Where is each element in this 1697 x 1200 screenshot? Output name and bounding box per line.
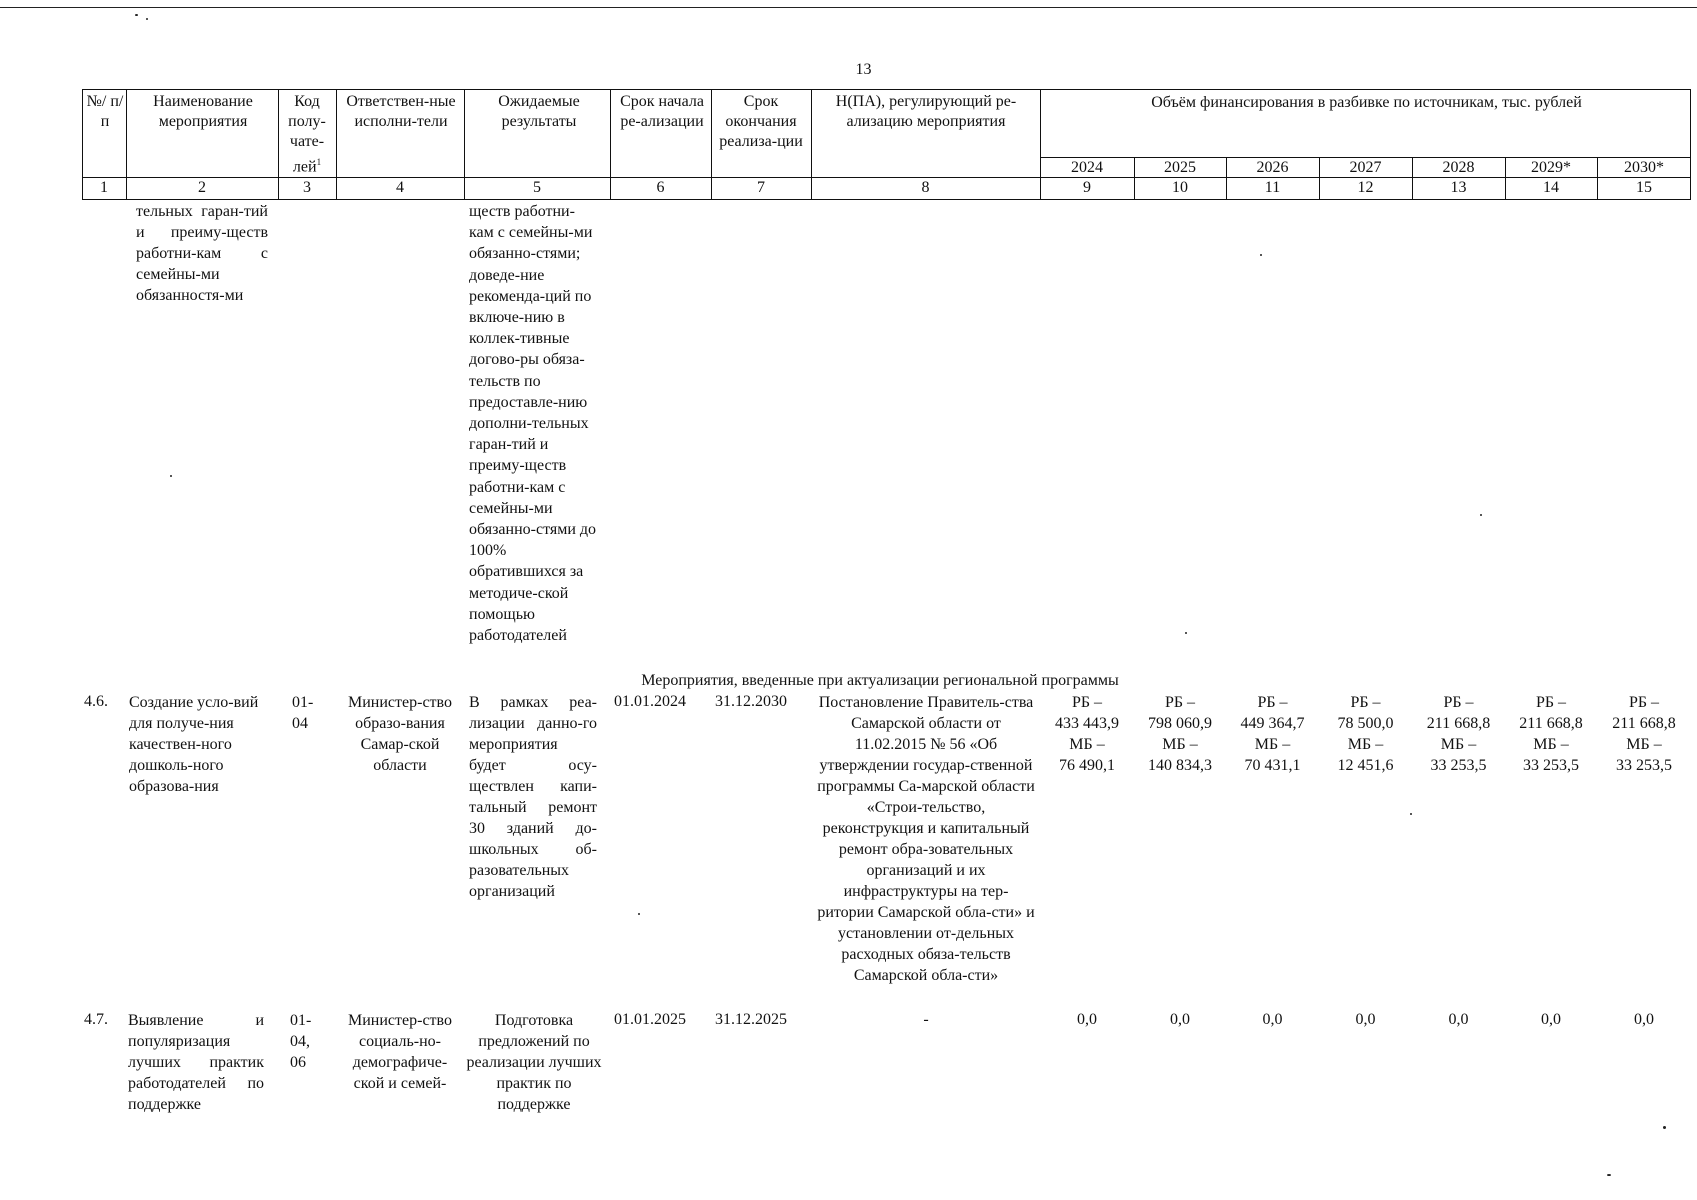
row-4-6-fin-2030: РБ – 211 668,8 МБ – 33 253,5 — [1612, 694, 1676, 774]
row-4-7-name: Выявление и популяризация лучших практик работодателей по поддержке — [128, 1012, 264, 1113]
scan-speck — [1185, 632, 1187, 634]
row-4-7-fin-2025: 0,0 — [1170, 1011, 1190, 1028]
scan-speck — [1260, 254, 1262, 256]
section-title: Мероприятия, введенные при актуализации региональной программы — [641, 672, 1119, 689]
scan-speck — [1607, 1174, 1611, 1176]
year-2030: 2030* — [1624, 159, 1664, 176]
row-4-7-results: Подготовка предложений по реализации лучших практик по поддержке — [466, 1012, 602, 1113]
year-2026: 2026 — [1256, 159, 1289, 176]
row-4-6-npa: Постановление Правитель-ства Самарской области от 11.02.2015 № 56 «Об утверждении государ-ственной программы Са-марской области «Строи-тельство, реконструкция и капитальный ремонт обра-зовательных организаций и их инфраструктуры на тер-ритории Самарской обла-сти» и установлении от-дельных расходных обяза-тельств Самарской обла-сти» — [817, 694, 1035, 984]
row-4-6-results: В рамках реа-лизации данно-го мероприятия будет осу-ществлен капи-тальный ремонт 30 зданий до-школьных об-разовательных организаций — [469, 694, 597, 900]
row-4-7-fin-2026: 0,0 — [1262, 1011, 1283, 1028]
row-4-6-start: 01.01.2024 — [614, 693, 686, 710]
scan-speck — [1480, 514, 1482, 516]
colnum-3: 3 — [303, 179, 311, 196]
year-2027: 2027 — [1349, 159, 1382, 176]
row-4-6-fin-2025: РБ – 798 060,9 МБ – 140 834,3 — [1148, 694, 1212, 774]
row-4-7-code: 01- 04, 06 — [290, 1012, 312, 1071]
colnum-9: 9 — [1083, 179, 1091, 196]
scan-speck — [1410, 813, 1412, 815]
row-4-7-npa: - — [923, 1011, 929, 1028]
colnum-12: 12 — [1357, 179, 1374, 196]
year-2028: 2028 — [1442, 159, 1475, 176]
row-4-6-name: Создание усло-вий для получе-ния качествен-ного дошколь-ного образова-ния — [129, 694, 259, 795]
row-4-6-code: 01- 04 — [292, 694, 314, 732]
year-2029: 2029* — [1531, 159, 1571, 176]
header-col-start: Срок начала ре-ализации — [620, 93, 704, 130]
scan-speck — [135, 14, 138, 16]
row-4-6-fin-2024: РБ – 433 443,9 МБ – 76 490,1 — [1055, 694, 1119, 774]
continuation-results: ществ работни-кам с семейны-ми обязанно-стями; доведе-ние рекоменда-ций по включе-нию в коллек-тивные догово-ры обяза-тельств по предоставле-нию дополни-тельных гаран-тий и преиму-ществ работни-кам с семейны-ми обязанно-стями до 100% обратившихся за методиче-ской помощью работодателей — [469, 203, 597, 645]
header-col-executors: Ответствен-ные исполни-тели — [346, 93, 456, 130]
scan-speck — [638, 913, 640, 915]
colnum-8: 8 — [921, 179, 930, 196]
row-4-7-fin-2028: 0,0 — [1448, 1011, 1469, 1028]
header-col-name: Наименование мероприятия — [153, 93, 253, 130]
header-col-results: Ожидаемые результаты — [498, 93, 580, 130]
colnum-1: 1 — [100, 179, 108, 196]
scan-speck — [146, 18, 148, 20]
colnum-2: 2 — [198, 179, 206, 196]
year-2024: 2024 — [1071, 159, 1103, 176]
colnum-15: 15 — [1636, 179, 1652, 196]
colnum-6: 6 — [656, 179, 665, 196]
row-4-7-start: 01.01.2025 — [614, 1011, 686, 1028]
row-4-6-fin-2029: РБ – 211 668,8 МБ – 33 253,5 — [1519, 694, 1583, 774]
scan-speck — [1663, 1126, 1666, 1129]
colnum-11: 11 — [1264, 179, 1281, 196]
colnum-14: 14 — [1543, 179, 1559, 196]
row-4-6-executor: Министер-ство образо-вания Самар-ской области — [348, 694, 452, 774]
colnum-7: 7 — [757, 179, 765, 196]
year-2025: 2025 — [1164, 159, 1196, 176]
colnum-13: 13 — [1450, 179, 1467, 196]
row-4-7-fin-2027: 0,0 — [1355, 1011, 1376, 1028]
header-col-npa: Н(ПА), регулирующий ре-ализацию мероприятия — [835, 93, 1017, 130]
colnum-5: 5 — [533, 179, 541, 196]
continuation-name: тельных гаран-тий и преиму-ществ работни-кам с семейны-ми обязанностя-ми — [136, 203, 268, 304]
row-4-7-executor: Министер-ство социаль-но-демографиче-ской и семей- — [348, 1012, 452, 1092]
row-4-7-end: 31.12.2025 — [715, 1011, 787, 1028]
page-number: 13 — [855, 61, 872, 78]
colnum-10: 10 — [1172, 179, 1188, 196]
row-4-7-fin-2029: 0,0 — [1541, 1011, 1561, 1028]
header-financing: Объём финансирования в разбивке по источникам, тыс. рублей — [1151, 94, 1582, 111]
header-col-number: №/ п/п — [86, 93, 124, 130]
row-4-6-fin-2027: РБ – 78 500,0 МБ – 12 451,6 — [1337, 694, 1394, 774]
row-4-6-number: 4.6. — [84, 693, 108, 710]
scan-speck — [170, 475, 172, 477]
row-4-7-number: 4.7. — [84, 1011, 108, 1028]
row-4-7-fin-2030: 0,0 — [1634, 1011, 1654, 1028]
row-4-6-fin-2026: РБ – 449 364,7 МБ – 70 431,1 — [1240, 694, 1305, 774]
row-4-6-end: 31.12.2030 — [715, 693, 787, 710]
top-rule — [0, 7, 1697, 8]
row-4-6-fin-2028: РБ – 211 668,8 МБ – 33 253,5 — [1426, 694, 1491, 774]
colnum-4: 4 — [396, 179, 404, 196]
row-4-7-fin-2024: 0,0 — [1077, 1011, 1097, 1028]
header-col-code: Код полу- чате- лей$^1$ — [288, 93, 326, 176]
header-col-end: Срок окончания реализа-ции — [719, 93, 803, 150]
